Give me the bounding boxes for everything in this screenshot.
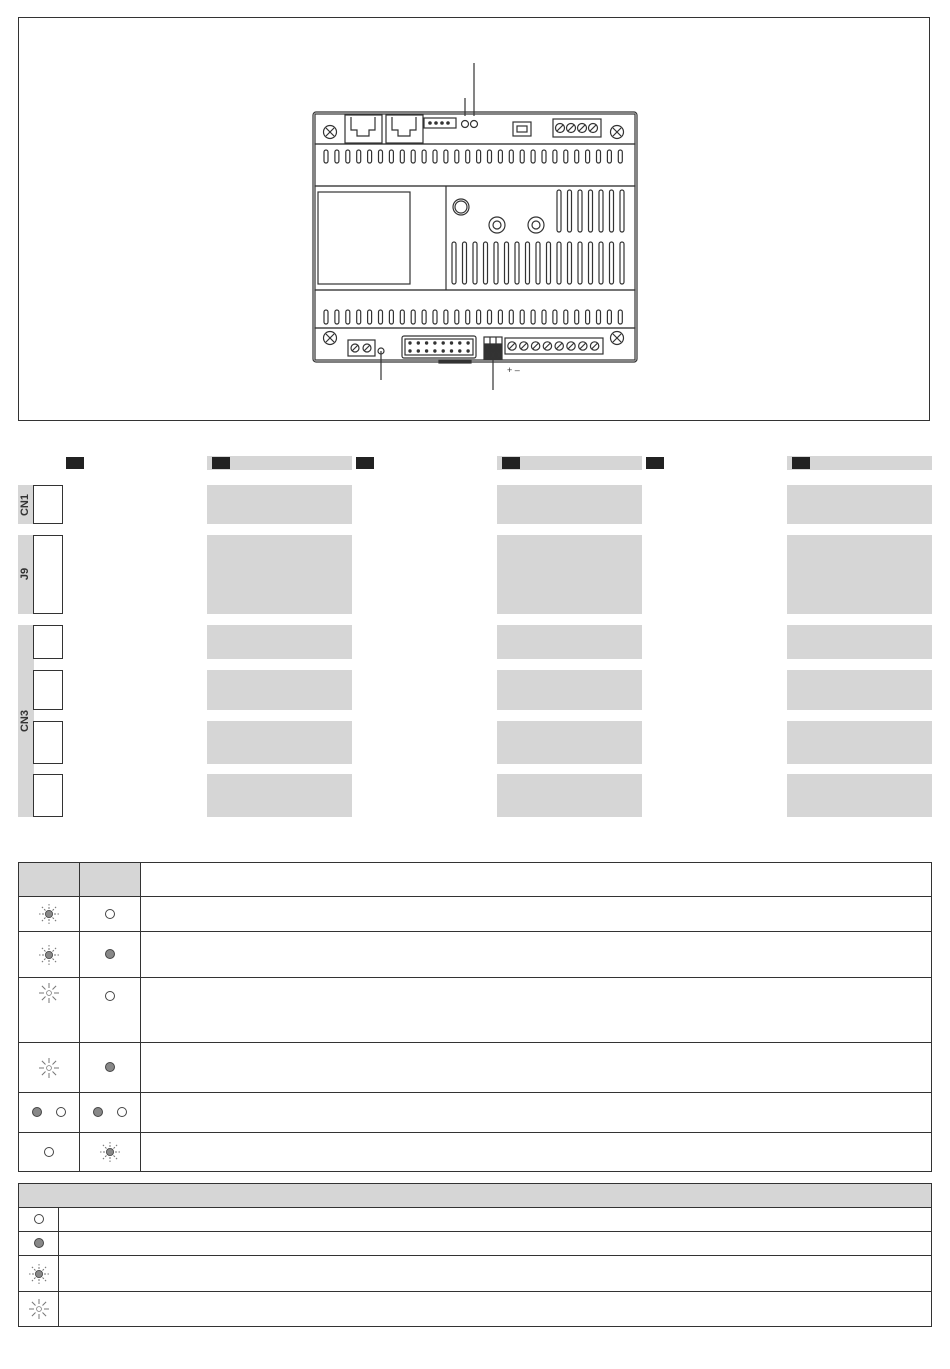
vent-slot (379, 150, 383, 163)
terminal-screw-slot (521, 343, 527, 349)
pin-header-icon (424, 118, 456, 128)
vent-slot (547, 242, 551, 284)
led-on-icon (105, 946, 115, 963)
vent-slot (564, 150, 568, 163)
j9-box (33, 535, 63, 614)
cn3-description-1-col2 (207, 625, 352, 659)
vent-slot (455, 150, 459, 163)
cn3-label: CN3 (19, 710, 31, 733)
led-off-icon (44, 1143, 54, 1160)
vent-slot (557, 242, 561, 284)
vent-slot (589, 242, 593, 284)
cn3-description-3-col2 (207, 721, 352, 764)
screw-icon (324, 332, 337, 345)
vent-slot (618, 310, 622, 324)
j9-description-col6 (787, 535, 932, 614)
vent-slot (542, 150, 546, 163)
vent-slot (324, 150, 328, 163)
led1-cell (19, 1133, 80, 1172)
vent-slot (498, 310, 502, 324)
vent-slot (422, 150, 426, 163)
polarity-label: + – (507, 365, 520, 375)
led2-cell (80, 1043, 141, 1093)
status-led-2-icon (471, 121, 478, 128)
terminal-block-2-icon (348, 340, 375, 356)
led-off-icon (105, 987, 115, 1004)
cn3-description-1-col6 (787, 625, 932, 659)
usb-port-icon (513, 122, 531, 136)
device-diagram-frame (18, 17, 930, 421)
column-4-marker (502, 457, 520, 469)
table-row (19, 932, 932, 978)
legend-header (19, 1184, 932, 1208)
led-on-icon (34, 1235, 44, 1252)
screw-icon (324, 126, 337, 139)
cn3-description-1-col4 (497, 625, 642, 659)
ethernet-port-1-icon (345, 115, 382, 143)
vent-slot (494, 242, 498, 284)
vent-slot (488, 150, 492, 163)
cn3-description-3-col6 (787, 721, 932, 764)
vent-slot (484, 242, 488, 284)
led-blink-slow-icon (38, 984, 60, 1001)
middle-vent-slots-lower (452, 242, 624, 284)
led-blink-fast-icon (28, 1265, 50, 1282)
led-off-icon (105, 905, 115, 922)
legend-row (19, 1256, 932, 1292)
screw-icon (611, 332, 624, 345)
vent-slot (433, 310, 437, 324)
description-cell (141, 1093, 932, 1133)
vent-slot (575, 310, 579, 324)
vent-slot (400, 310, 404, 324)
cn3-box-4 (33, 774, 63, 817)
vent-slot (620, 242, 624, 284)
description-cell (141, 932, 932, 978)
led1-cell (19, 1043, 80, 1093)
vent-slot (620, 190, 624, 232)
vent-slot (477, 310, 481, 324)
terminal-screw-slot (533, 343, 539, 349)
led-on-icon (32, 1104, 42, 1121)
vent-slot (526, 242, 530, 284)
vent-slot (466, 310, 470, 324)
connector-pin (426, 350, 428, 352)
vent-slot (509, 310, 513, 324)
connector-pin (409, 350, 411, 352)
terminal-screw-slot (568, 343, 574, 349)
vent-slot (599, 190, 603, 232)
vent-slot (346, 310, 350, 324)
vent-slot (411, 310, 415, 324)
led2-header (80, 863, 141, 897)
vent-slot (618, 150, 622, 163)
vent-slot (505, 242, 509, 284)
legend-icon-cell (19, 1232, 59, 1256)
connector-pin (467, 342, 469, 344)
vent-slot (389, 150, 393, 163)
led2-cell (80, 932, 141, 978)
j9-description-col2 (207, 535, 352, 614)
lower-vent-band (315, 290, 635, 328)
upper-vent-slots (324, 150, 622, 163)
vent-slot (578, 242, 582, 284)
description-cell (141, 897, 932, 932)
connector-pin (434, 350, 436, 352)
vent-slot (473, 242, 477, 284)
led-off-icon (34, 1211, 44, 1228)
cn1-description-col6 (787, 485, 932, 524)
cn1-description-col2 (207, 485, 352, 524)
vent-slot (357, 150, 361, 163)
legend-icon-cell (19, 1208, 59, 1232)
legend-header-cell (19, 1184, 932, 1208)
vent-slot (610, 242, 614, 284)
cn3-box-1 (33, 625, 63, 659)
vent-slot (509, 150, 513, 163)
vent-slot (597, 150, 601, 163)
connector-pin (434, 342, 436, 344)
terminal-screw-slot (580, 343, 586, 349)
potentiometer-2-icon (528, 217, 544, 233)
led-blink-slow-icon (38, 1059, 60, 1076)
cn3-description-2-col2 (207, 670, 352, 710)
vent-slot (597, 310, 601, 324)
vent-slot (586, 310, 590, 324)
vent-slot (520, 310, 524, 324)
table-row (19, 1133, 932, 1172)
vent-slot (444, 310, 448, 324)
label-area (318, 192, 410, 284)
vent-slot (553, 310, 557, 324)
led-off-icon (56, 1104, 66, 1121)
cn3-box-2 (33, 670, 63, 710)
cn1-label: CN1 (19, 494, 31, 517)
potentiometer-1-icon (489, 217, 505, 233)
legend-text-cell (59, 1232, 932, 1256)
legend-table (18, 1183, 932, 1327)
vent-slot (520, 150, 524, 163)
led-blink-fast-icon (38, 946, 60, 963)
connector-pin (417, 342, 419, 344)
table-row (19, 897, 932, 932)
connector-pin (459, 350, 461, 352)
vent-slot (564, 310, 568, 324)
cn3-box-3 (33, 721, 63, 764)
vent-slot (411, 150, 415, 163)
led2-cell (80, 897, 141, 932)
vent-slot (515, 242, 519, 284)
led2-cell (80, 1093, 141, 1133)
vent-slot (368, 310, 372, 324)
vent-slot (607, 310, 611, 324)
vent-slot (444, 150, 448, 163)
led-on-icon (105, 1059, 115, 1076)
vent-slot (335, 310, 339, 324)
terminal-block-8-icon (505, 338, 603, 354)
terminal-screw-slot (592, 343, 598, 349)
vent-slot (542, 310, 546, 324)
j9-label: J9 (19, 567, 31, 581)
table-row (19, 978, 932, 1043)
cn3-description-4-col6 (787, 774, 932, 817)
vent-slot (531, 150, 535, 163)
connector-16pin-icon (402, 336, 476, 358)
legend-text-cell (59, 1292, 932, 1327)
device-diagram (19, 18, 929, 420)
connector-pin (442, 350, 444, 352)
connector-pin (467, 350, 469, 352)
vent-slot (568, 190, 572, 232)
legend-row (19, 1292, 932, 1327)
vent-slot (578, 190, 582, 232)
lower-vent-slots (324, 310, 622, 324)
connector-pin (450, 350, 452, 352)
column-6-marker (792, 457, 810, 469)
terminal-block-4-icon (553, 119, 601, 137)
led2-cell (80, 1133, 141, 1172)
led-blink-fast-icon (99, 1143, 121, 1160)
vent-slot (589, 190, 593, 232)
legend-text-cell (59, 1208, 932, 1232)
middle-section (315, 186, 635, 290)
vent-slot (586, 150, 590, 163)
cn3-description-4-col4 (497, 774, 642, 817)
led1-cell (19, 978, 80, 1043)
vent-slot (455, 310, 459, 324)
screw-icon (611, 126, 624, 139)
vent-slot (536, 242, 540, 284)
vent-slot (335, 150, 339, 163)
led2-cell (80, 978, 141, 1043)
status-led-1-icon (462, 121, 469, 128)
cn3-description-3-col4 (497, 721, 642, 764)
legend-text-cell (59, 1256, 932, 1292)
led1-cell (19, 1093, 80, 1133)
vent-slot (324, 310, 328, 324)
middle-vent-slots (557, 190, 624, 232)
led-status-table (18, 862, 932, 1172)
led-table-header (19, 863, 932, 897)
terminal-screw-slot (544, 343, 550, 349)
cn3-description-2-col4 (497, 670, 642, 710)
terminal-screw-slot (509, 343, 515, 349)
description-cell (141, 1043, 932, 1093)
vent-slot (368, 150, 372, 163)
vent-slot (452, 242, 456, 284)
j9-description-col4 (497, 535, 642, 614)
vent-slot (610, 190, 614, 232)
legend-row (19, 1208, 932, 1232)
vent-slot (357, 310, 361, 324)
vent-slot (422, 310, 426, 324)
connector-pin (442, 342, 444, 344)
vent-slot (389, 310, 393, 324)
cn1-box (33, 485, 63, 524)
cn3-description-4-col2 (207, 774, 352, 817)
vent-slot (466, 150, 470, 163)
legend-icon-cell (19, 1256, 59, 1292)
column-2-marker (212, 457, 230, 469)
column-5-marker (646, 457, 664, 469)
terminal-screw-slot (556, 343, 562, 349)
dip-switch-icon (484, 337, 502, 359)
vent-slot (488, 310, 492, 324)
vent-slot (557, 190, 561, 232)
led1-cell (19, 932, 80, 978)
led-on-icon (93, 1104, 103, 1121)
vent-slot (568, 242, 572, 284)
vent-slot (531, 310, 535, 324)
cn3-description-2-col6 (787, 670, 932, 710)
description-cell (141, 978, 932, 1043)
legend-row (19, 1232, 932, 1256)
column-1-marker (66, 457, 84, 469)
vent-slot (498, 150, 502, 163)
vent-slot (477, 150, 481, 163)
connector-pin (409, 342, 411, 344)
vent-slot (575, 150, 579, 163)
description-cell (141, 1133, 932, 1172)
led-blink-fast-icon (38, 905, 60, 922)
vent-slot (433, 150, 437, 163)
vent-slot (346, 150, 350, 163)
legend-icon-cell (19, 1292, 59, 1327)
cn1-description-col4 (497, 485, 642, 524)
connector-pins (409, 342, 469, 352)
ethernet-port-2-icon (386, 115, 423, 143)
vent-slot (599, 242, 603, 284)
connector-pin (426, 342, 428, 344)
connector-pin (417, 350, 419, 352)
table-row (19, 1093, 932, 1133)
led1-header (19, 863, 80, 897)
vent-slot (553, 150, 557, 163)
led1-cell (19, 897, 80, 932)
led-blink-slow-icon (28, 1300, 50, 1317)
connector-pin (459, 342, 461, 344)
vent-slot (400, 150, 404, 163)
connector-pin (450, 342, 452, 344)
description-header (141, 863, 932, 897)
vent-slot (379, 310, 383, 324)
vent-slot (463, 242, 467, 284)
column-3-marker (356, 457, 374, 469)
table-row (19, 1043, 932, 1093)
vent-slot (607, 150, 611, 163)
led-off-icon (117, 1104, 127, 1121)
